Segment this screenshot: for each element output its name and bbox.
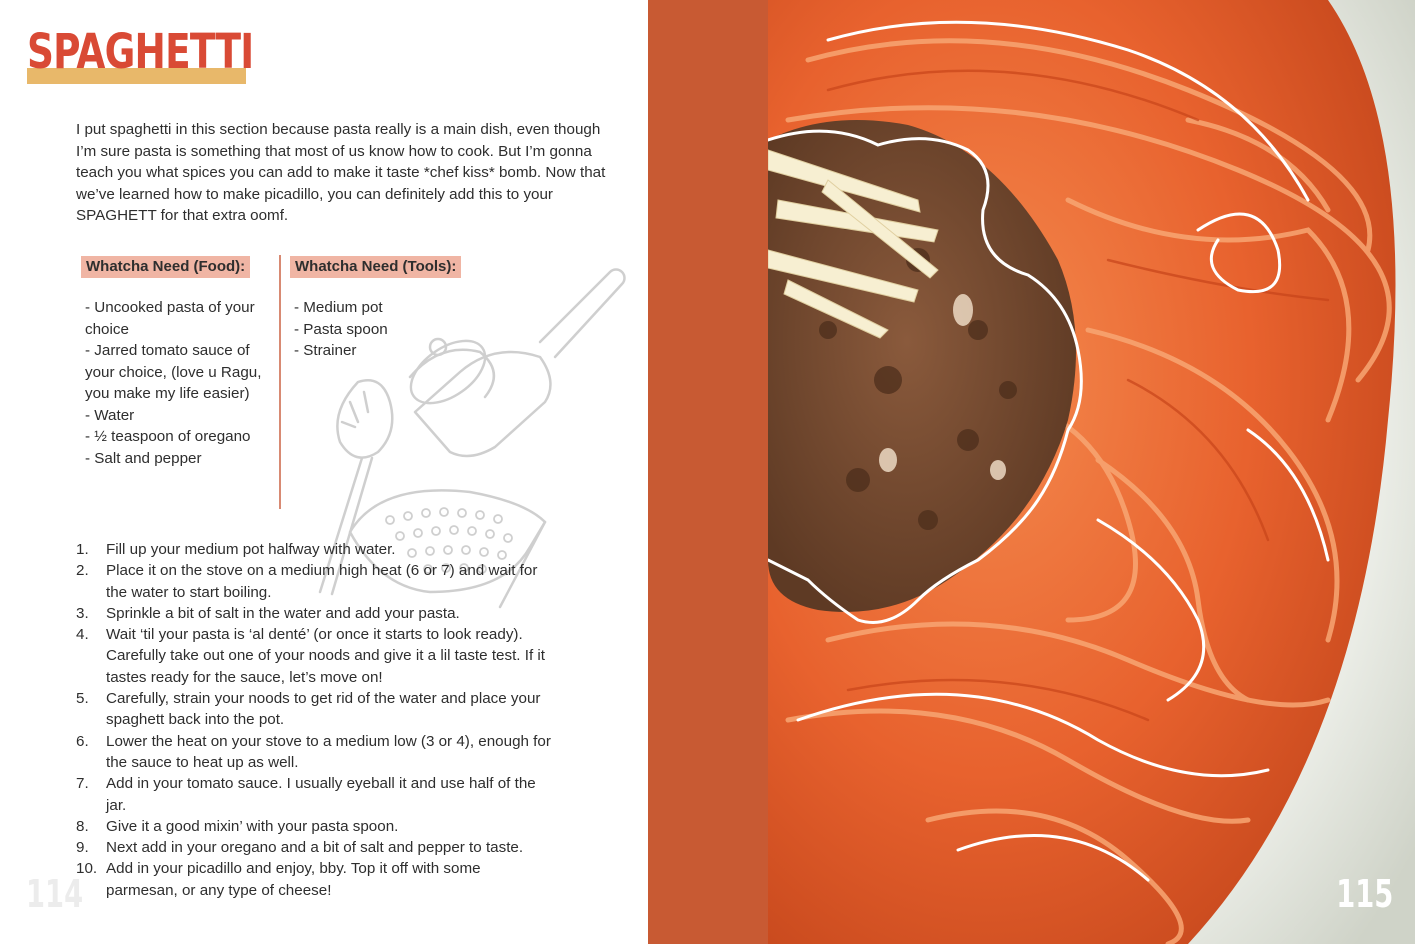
intro-paragraph: I put spaghetti in this section because pasta really is a main dish, even though I’m sure pasta is something that most of us know how to cook. But I’m gonna teach you what spices you can add to make it taste *chef kiss* bomb. Now that we’ve learned how to make picadillo, you can definitely add this to your SPAGHETT for that extra oomf. [76,121,606,224]
instructions-list [76,539,556,901]
step-number: 2. [76,562,89,580]
left-page [0,0,648,944]
step-text: Add in your tomato sauce. I usually eyeball it and use half of the jar. [106,775,536,814]
list-item: - Water [85,406,135,424]
step-item [76,837,556,858]
tools-needed [290,256,490,362]
step-number: 9. [76,839,89,857]
food-list [81,297,271,469]
step-item [76,624,556,688]
step-item [76,773,556,816]
step-number: 6. [76,732,89,750]
step-item [76,603,556,624]
step-item [76,858,556,901]
step-text: Add in your picadillo and enjoy, bby. Top it off with some parmesan, or any type of cheese! [106,860,481,899]
food-heading: Whatcha Need (Food): [81,256,250,278]
step-text: Fill up your medium pot halfway with water. [106,541,396,558]
list-item: - Jarred tomato sauce of your choice, (love u Ragu, you make my life easier) [85,342,262,402]
step-text: Next add in your oregano and a bit of salt and pepper to taste. [106,839,524,857]
column-divider [279,255,281,509]
step-number: 10. [76,860,98,878]
step-text: Give it a good mixin’ with your pasta spoon. [106,817,399,835]
page-title: SPAGHETTI [27,24,254,80]
step-item [76,688,556,731]
page-number-right: 115 [1335,872,1393,916]
divider-band [648,0,768,944]
spaghetti-photo-art [768,0,1415,944]
step-text: Sprinkle a bit of salt in the water and add your pasta. [106,604,460,622]
step-text: Wait ‘til your pasta is ‘al denté’ (or once it starts to look ready). Carefully take out one of your noods and give it a lil taste test. If it tastes ready for the sauce, let’s move on! [106,626,545,686]
food-ingredients [81,256,271,469]
spaghetti-photo [768,0,1415,944]
step-number: 5. [76,690,89,708]
step-number: 7. [76,775,89,793]
title-block [27,22,317,82]
list-item: - Strainer [294,342,357,359]
step-number: 1. [76,541,89,558]
step-text: Place it on the stove on a medium high heat (6 or 7) and wait for the water to start boiling. [106,562,538,601]
tools-list [290,297,490,362]
step-number: 8. [76,817,89,835]
step-number: 3. [76,604,89,622]
step-item [76,539,556,560]
list-item: - Salt and pepper [85,449,202,467]
tools-heading: Whatcha Need (Tools): [290,256,461,278]
step-item [76,731,556,774]
list-item: - ½ teaspoon of oregano [85,428,251,445]
step-text: Lower the heat on your stove to a medium low (3 or 4), enough for the sauce to heat up as well. [106,732,551,771]
step-number: 4. [76,626,89,644]
page-number-left: 114 [26,872,84,916]
step-text: Carefully, strain your noods to get rid of the water and place your spaghett back into the pot. [106,690,541,729]
list-item: - Uncooked pasta of your choice [85,299,255,338]
step-item [76,816,556,837]
step-item [76,560,556,603]
list-item: - Medium pot [294,299,383,316]
list-item: - Pasta spoon [294,320,388,338]
